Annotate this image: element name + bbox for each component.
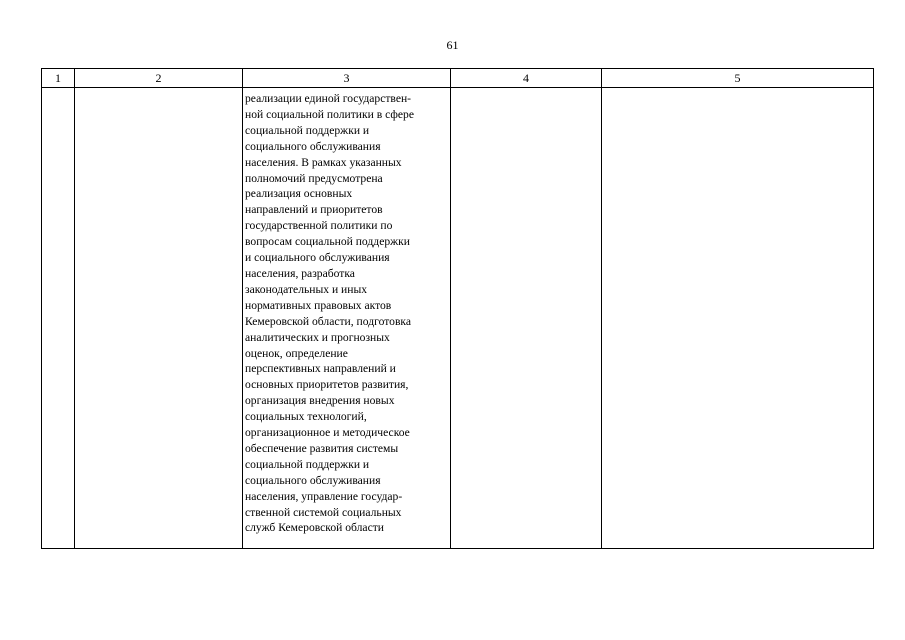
text-line: обеспечение развития системы bbox=[245, 441, 399, 455]
text-line: государственной политики по bbox=[245, 219, 393, 233]
text-line: нормативных правовых актов bbox=[245, 298, 392, 312]
cell-col-3-text bbox=[243, 88, 450, 536]
text-line: социальных технологий, bbox=[245, 410, 367, 424]
column-header-5: 5 bbox=[602, 69, 874, 88]
text-line: социальной поддержки и bbox=[245, 457, 370, 471]
column-header-1: 1 bbox=[42, 69, 75, 88]
text-line: аналитических и прогнозных bbox=[245, 330, 390, 344]
column-header-2: 2 bbox=[75, 69, 243, 88]
document-table bbox=[41, 68, 874, 549]
column-header-3: 3 bbox=[243, 69, 451, 88]
cell-col-5 bbox=[602, 88, 874, 549]
text-line: законодательных и иных bbox=[245, 282, 368, 296]
cell-col-3 bbox=[243, 88, 451, 549]
text-line: организационное и методическое bbox=[245, 426, 410, 440]
text-line: Кемеровской области, подготовка bbox=[245, 314, 412, 328]
text-line: реализации единой государствен- bbox=[245, 92, 412, 105]
text-line: ной социальной политики в сфере bbox=[245, 107, 414, 121]
text-line: вопросам социальной поддержки bbox=[245, 235, 410, 249]
text-line: служб Кемеровской области bbox=[245, 521, 384, 535]
text-line: социальной поддержки и bbox=[245, 123, 370, 137]
cell-col-2 bbox=[75, 88, 243, 549]
text-line: социального обслуживания bbox=[245, 139, 381, 153]
table-header-row bbox=[42, 69, 874, 88]
cell-col-4 bbox=[451, 88, 602, 549]
text-line: реализация основных bbox=[245, 187, 353, 201]
text-line: оценок, определение bbox=[245, 346, 348, 360]
text-line: социального обслуживания bbox=[245, 473, 381, 487]
cell-col-1 bbox=[42, 88, 75, 549]
page-number: 61 bbox=[446, 38, 459, 52]
text-line: населения. В рамках указанных bbox=[245, 155, 402, 169]
column-header-4: 4 bbox=[451, 69, 602, 88]
text-line: и социального обслуживания bbox=[245, 251, 390, 265]
text-line: организация внедрения новых bbox=[245, 394, 395, 408]
text-line: направлений и приоритетов bbox=[245, 203, 383, 217]
text-line: населения, управление государ- bbox=[245, 489, 403, 503]
text-line: основных приоритетов развития, bbox=[245, 378, 409, 392]
table-row bbox=[42, 88, 874, 549]
text-line: полномочий предусмотрена bbox=[245, 171, 383, 185]
text-line: ственной системой социальных bbox=[245, 505, 402, 519]
text-line: перспективных направлений и bbox=[245, 362, 396, 376]
text-line: населения, разработка bbox=[245, 266, 355, 280]
